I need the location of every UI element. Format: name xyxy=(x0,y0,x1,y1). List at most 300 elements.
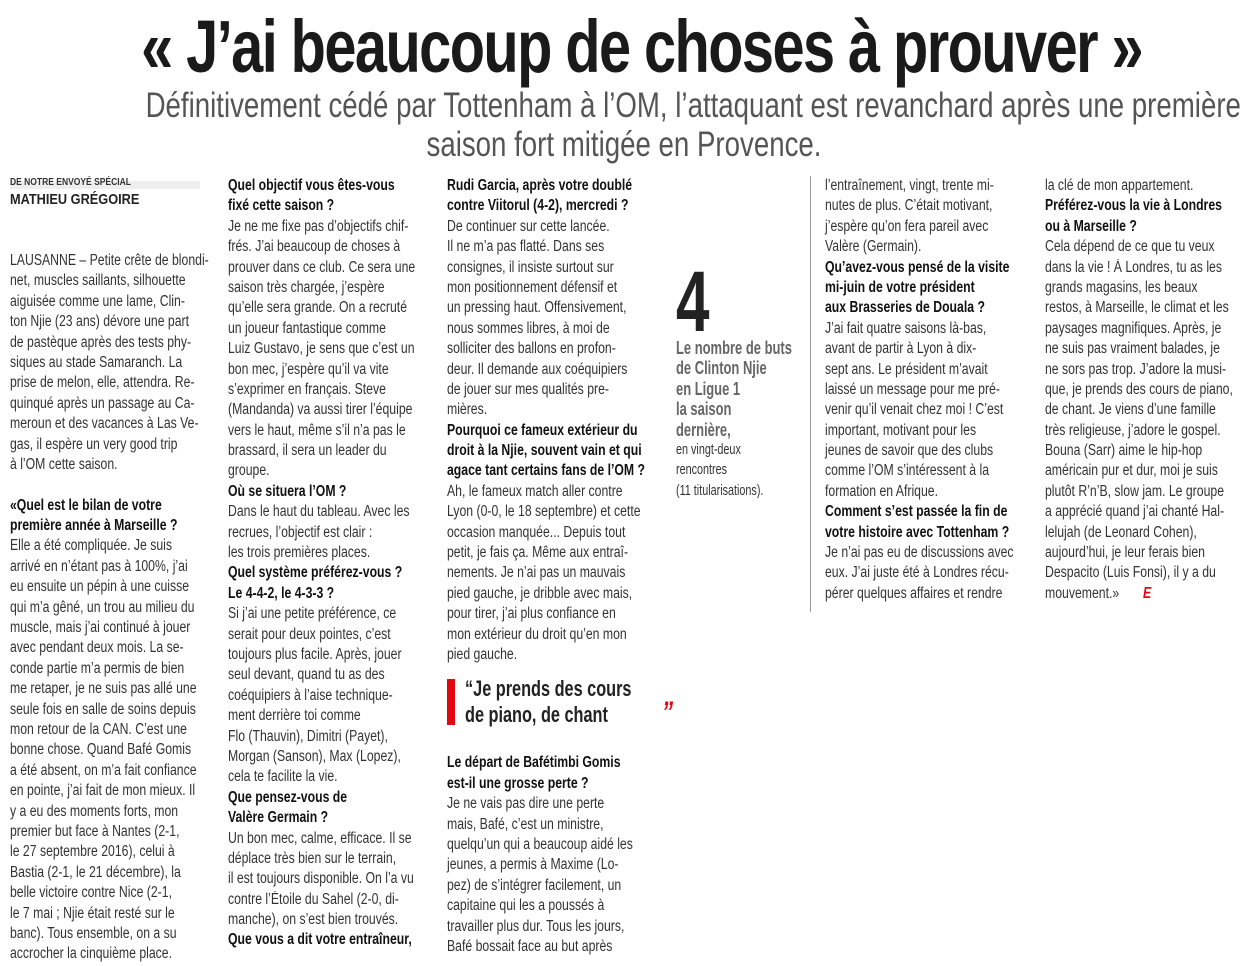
line-text: brassard, il sera un leader du xyxy=(228,442,387,460)
text-line xyxy=(1045,584,1247,604)
stat-caption-text: Le nombre de buts xyxy=(676,338,792,358)
stat-detail-text: en vingt-deux xyxy=(676,440,741,458)
line-text: groupe. xyxy=(228,462,270,480)
text-line xyxy=(447,523,650,543)
line-text: net, muscles saillants, silhouette xyxy=(10,272,186,290)
line-text: venir qu’il venait chez moi ! C’est xyxy=(825,401,1004,419)
line-text: coéquipiers à l’aise technique- xyxy=(228,686,393,704)
text-line xyxy=(228,584,431,604)
line-text: (Mandanda) va aussi tirer l’équipe xyxy=(228,401,413,419)
text-line xyxy=(1045,319,1247,339)
stat-detail-line xyxy=(676,460,801,480)
line-text: Pourquoi ce fameux extérieur du xyxy=(447,421,638,439)
line-text: grands magasins, les beaux xyxy=(1045,278,1198,296)
line-text: contre Viitorul (4-2), mercredi ? xyxy=(447,197,629,215)
text-line xyxy=(447,298,650,318)
line-text: pied gauche, je dribble avec mais, xyxy=(447,584,633,602)
text-line xyxy=(228,196,431,216)
line-text: il est toujours disponible. On l’a vu xyxy=(228,870,414,888)
text-line xyxy=(228,502,431,522)
text-line xyxy=(10,455,213,475)
text-line xyxy=(1045,237,1247,257)
line-text: jeunes de savoir que des clubs xyxy=(825,442,994,460)
text-line xyxy=(10,822,213,842)
line-text: pérer quelques affaires et rendre xyxy=(825,584,1003,602)
close-quote-icon: ” xyxy=(662,696,674,730)
byline-kicker: DE NOTRE ENVOYÉ SPÉCIAL xyxy=(10,176,200,189)
text-line xyxy=(10,659,213,679)
line-text: Si j’ai une petite préférence, ce xyxy=(228,605,397,623)
line-text: paysages magnifiques. Après, je xyxy=(1045,319,1222,337)
text-line xyxy=(825,258,1028,278)
text-line xyxy=(10,700,213,720)
text-line xyxy=(825,298,1028,318)
text-line xyxy=(228,278,431,298)
text-line xyxy=(1045,360,1247,380)
text-line xyxy=(825,339,1028,359)
line-text: travailler plus dur. Tous les jours, xyxy=(447,917,625,935)
text-line xyxy=(447,753,650,773)
text-line xyxy=(1045,380,1247,400)
text-line xyxy=(447,815,650,835)
line-text: belle victoire contre Nice (2-1, xyxy=(10,884,172,902)
article-column-4 xyxy=(825,176,1028,604)
stat-detail-line xyxy=(676,440,801,460)
line-text: aujourd’hui, je leur ferais bien xyxy=(1045,544,1205,562)
line-text: Comment s’est passée la fin de xyxy=(825,503,1008,521)
line-text: que, je prends des cours de piano, xyxy=(1045,380,1233,398)
stat-caption-line xyxy=(676,338,801,358)
stat-caption-text: la saison xyxy=(676,399,732,420)
line-text: droit à la Njie, souvent vain et qui xyxy=(447,442,642,460)
pull-quote-bar xyxy=(447,679,455,725)
line-text: solliciter des ballons en profon- xyxy=(447,340,616,358)
text-line xyxy=(1045,523,1247,543)
text-line xyxy=(228,339,431,359)
text-line xyxy=(1045,441,1247,461)
line-text: Bafé bossait face au but après xyxy=(447,937,613,955)
line-text: quelqu’un qui a beaucoup aidé les xyxy=(447,835,633,853)
answer-paragraph xyxy=(825,319,1028,503)
line-text: de chant. Je viens d’une famille xyxy=(1045,401,1216,419)
stat-detail-text: (11 titularisations). xyxy=(676,481,764,499)
text-line xyxy=(10,353,213,373)
line-text: l’entraînement, vingt, trente mi- xyxy=(825,177,994,194)
text-line xyxy=(10,904,213,924)
line-text: eux. J’ai juste été à Londres récu- xyxy=(825,564,1009,582)
line-text: déplace très bien sur le terrain, xyxy=(228,849,397,867)
text-line xyxy=(10,333,213,353)
line-text: s’exprimer en français. Steve xyxy=(228,380,386,398)
text-line xyxy=(447,563,650,583)
stat-detail-line xyxy=(676,481,801,501)
line-text: Que vous a dit votre entraîneur, xyxy=(228,931,412,949)
text-line xyxy=(825,400,1028,420)
text-line xyxy=(447,835,650,855)
article-column-2 xyxy=(228,176,431,951)
text-line xyxy=(228,360,431,380)
text-line xyxy=(10,496,213,516)
text-line xyxy=(447,855,650,875)
line-text: sept ans. Le président m’avait xyxy=(825,360,988,378)
line-text: aiguisée comme une lame, Clin- xyxy=(10,292,185,310)
line-text: ton Njie (23 ans) dévore une part xyxy=(10,313,190,331)
text-line xyxy=(447,896,650,916)
line-text: première année à Marseille ? xyxy=(10,517,178,535)
line-text: lelujah (de Leonard Cohen), xyxy=(1045,523,1197,541)
text-line xyxy=(825,319,1028,339)
line-text: jeunes, a permis à Maxime (Lo- xyxy=(447,856,619,874)
line-text: Elle a été compliquée. Je suis xyxy=(10,537,172,555)
line-text: qui m’a gêné, un trou au milieu du xyxy=(10,598,195,616)
question xyxy=(1045,196,1247,237)
stat-caption-line xyxy=(676,399,801,419)
text-line xyxy=(228,298,431,318)
line-text: cela te facilite la vie. xyxy=(228,768,338,786)
line-text: saison très chargée, j’espère xyxy=(228,278,385,296)
text-line xyxy=(447,584,650,604)
text-line xyxy=(10,618,213,638)
line-text: siques au stade Samaranch. La xyxy=(10,353,183,371)
question xyxy=(447,753,650,794)
line-text: serait pour deux pointes, c’est xyxy=(228,625,391,643)
line-text: banc). Tous ensemble, on a su xyxy=(10,924,177,942)
text-line xyxy=(228,665,431,685)
text-line xyxy=(10,761,213,781)
line-text: ment derrière toi comme xyxy=(228,707,361,725)
line-text: Un bon mec, calme, efficace. Il se xyxy=(228,829,412,847)
line-text: Flo (Thauvin), Dimitri (Payet), xyxy=(228,727,388,745)
text-line xyxy=(10,598,213,618)
text-line xyxy=(10,373,213,393)
answer-paragraph xyxy=(10,251,213,475)
line-text: mon retour de la CAN. C’est une xyxy=(10,720,187,738)
line-text: capitaine qui les a poussés à xyxy=(447,897,605,915)
line-text: est-il une grosse perte ? xyxy=(447,774,589,792)
text-line xyxy=(825,584,1028,604)
line-text: prouver dans ce club. Ce sera une xyxy=(228,258,416,276)
line-text: deur. Il demande aux coéquipiers xyxy=(447,360,628,378)
line-text: en pointe, j’ai fait de mon mieux. Il xyxy=(10,782,196,800)
text-line xyxy=(10,944,213,964)
text-line xyxy=(228,706,431,726)
line-text: accrocher la cinquième place. xyxy=(10,945,172,963)
text-line xyxy=(10,271,213,291)
column-divider xyxy=(810,176,811,612)
pull-quote-text: de piano, de chant xyxy=(465,702,608,728)
text-line xyxy=(228,890,431,910)
stat-number: 4 xyxy=(676,254,710,350)
pull-quote xyxy=(447,676,674,730)
question xyxy=(228,930,431,950)
line-text: Où se situera l’OM ? xyxy=(228,482,347,500)
text-line xyxy=(447,339,650,359)
text-line xyxy=(228,686,431,706)
headline: « J’ai beaucoup de choses à prouver » xyxy=(141,5,1143,88)
pull-quote-line xyxy=(465,677,650,701)
line-text: LAUSANNE – Petite crête de blondi- xyxy=(10,252,209,269)
line-text: mi-juin de votre président xyxy=(825,278,975,296)
text-line xyxy=(447,319,650,339)
line-text: Je ne me fixe pas d’objectifs chif- xyxy=(228,217,409,235)
line-text: mais, Bafé, c’est un ministre, xyxy=(447,815,604,833)
line-text: le 7 mai ; Njie était resté sur le xyxy=(10,904,175,922)
text-line xyxy=(10,720,213,740)
text-line xyxy=(228,930,431,950)
answer-paragraph xyxy=(228,217,431,482)
text-line xyxy=(825,217,1028,237)
text-line xyxy=(228,258,431,278)
answer-paragraph xyxy=(447,482,650,666)
line-text: contre l’Étoile du Sahel (2-0, di- xyxy=(228,890,399,908)
text-line xyxy=(447,876,650,896)
text-line xyxy=(228,482,431,502)
question xyxy=(228,563,431,604)
line-text: plutôt R’n’B, slow jam. Le groupe xyxy=(1045,482,1225,500)
text-line xyxy=(1045,278,1247,298)
line-text: Rudi Garcia, après votre doublé xyxy=(447,177,633,194)
text-line xyxy=(825,421,1028,441)
line-text: les trois premières places. xyxy=(228,544,371,562)
line-text: pied gauche. xyxy=(447,645,518,663)
text-line xyxy=(10,394,213,414)
line-text: Qu’avez-vous pensé de la visite xyxy=(825,258,1010,276)
byline-author: MATHIEU GRÉGOIRE xyxy=(10,191,140,208)
line-text: Il ne m’a pas flatté. Dans ses xyxy=(447,238,605,256)
end-mark-logo: E xyxy=(1142,584,1152,602)
line-text: Luiz Gustavo, je sens que c’est un xyxy=(228,340,415,358)
text-line xyxy=(825,441,1028,461)
line-text: le 27 septembre 2016), celui à xyxy=(10,843,175,861)
line-text: mières. xyxy=(447,401,488,419)
line-text: bon mec, j’espère qu’il va vite xyxy=(228,360,389,378)
text-line xyxy=(10,924,213,944)
text-line xyxy=(447,400,650,420)
line-text: un joueur fantastique comme xyxy=(228,319,386,337)
subtitle xyxy=(0,86,1247,164)
text-line xyxy=(1045,400,1247,420)
subtitle-line: Définitivement cédé par Tottenham à l’OM, l’attaquant est revanchard après une première xyxy=(145,86,1241,125)
line-text: Despacito (Luis Fonsi), il y a du xyxy=(1045,564,1216,582)
line-text: mon extérieur du droit qu’en mon xyxy=(447,625,627,643)
line-text: consignes, il insiste surtout sur xyxy=(447,258,614,276)
text-line xyxy=(447,917,650,937)
line-text: ne suis pas vraiment balades, je xyxy=(1045,340,1220,358)
pull-quote-text: “Je prends des cours xyxy=(465,676,632,702)
text-line xyxy=(1045,421,1247,441)
line-text: Quel objectif vous êtes-vous xyxy=(228,177,395,194)
text-line xyxy=(10,557,213,577)
answer-paragraph xyxy=(10,536,213,964)
text-line xyxy=(10,863,213,883)
text-line xyxy=(825,543,1028,563)
text-line xyxy=(10,435,213,455)
text-line xyxy=(825,278,1028,298)
text-line xyxy=(10,740,213,760)
text-line xyxy=(10,679,213,699)
text-line xyxy=(228,645,431,665)
answer-paragraph xyxy=(825,176,1028,258)
text-line xyxy=(1045,217,1247,237)
question xyxy=(825,502,1028,543)
text-line xyxy=(228,237,431,257)
line-text: Morgan (Sanson), Max (Lopez), xyxy=(228,747,401,765)
line-text: Je n’ai pas eu de discussions avec xyxy=(825,544,1014,562)
answer-paragraph xyxy=(447,794,650,957)
line-text: meroun et des vacances à Las Ve- xyxy=(10,415,199,433)
text-line xyxy=(10,251,213,271)
stat-caption-line xyxy=(676,358,801,378)
line-text: Le 4-4-2, le 4-3-3 ? xyxy=(228,584,335,602)
line-text: comme l’OM s’intéressent à la xyxy=(825,462,989,480)
line-text: Valère Germain ? xyxy=(228,809,329,827)
line-text: Que pensez-vous de xyxy=(228,788,348,806)
line-text: un pressing haut. Offensivement, xyxy=(447,299,627,317)
line-text: muscle, mais j’ai continué à jouer xyxy=(10,619,191,637)
line-text: qu’elle sera grande. On a recruté xyxy=(228,299,408,317)
line-text: Lyon (0-0, le 18 septembre) et cette xyxy=(447,503,641,521)
article-column-1 xyxy=(10,176,213,965)
text-line xyxy=(1045,563,1247,583)
line-text: quinqué après un passage au Ca- xyxy=(10,394,195,412)
text-line xyxy=(447,604,650,624)
line-text: gas, il espère un very good trip xyxy=(10,435,178,453)
text-line xyxy=(447,258,650,278)
text-line xyxy=(825,380,1028,400)
line-text: De continuer sur cette lancée. xyxy=(447,217,610,235)
question xyxy=(228,176,431,217)
text-line xyxy=(447,421,650,441)
line-text: avant de partir à Lyon à dix- xyxy=(825,340,977,358)
text-line xyxy=(10,312,213,332)
text-line xyxy=(447,625,650,645)
text-line xyxy=(825,482,1028,502)
text-line xyxy=(10,516,213,536)
line-text: j’espère qu’on fera pareil avec xyxy=(825,217,989,235)
line-text: pez) de s’intégrer facilement, un xyxy=(447,876,622,894)
byline xyxy=(10,176,213,211)
text-line xyxy=(1045,176,1247,196)
text-line xyxy=(228,543,431,563)
text-line xyxy=(228,217,431,237)
text-line xyxy=(447,441,650,461)
answer-paragraph xyxy=(825,543,1028,604)
line-text: vers le haut, même s’il n’a pas le xyxy=(228,421,406,439)
text-line xyxy=(447,774,650,794)
text-line xyxy=(825,196,1028,216)
text-line xyxy=(825,502,1028,522)
text-line xyxy=(447,482,650,502)
text-line xyxy=(447,937,650,957)
line-text: conde partie m’a permis de bien xyxy=(10,659,185,677)
text-line xyxy=(447,217,650,237)
answer-paragraph xyxy=(447,217,650,421)
text-line xyxy=(825,360,1028,380)
subtitle-line: saison fort mitigée en Provence. xyxy=(425,125,821,164)
text-line xyxy=(228,747,431,767)
text-line xyxy=(228,604,431,624)
line-text: important, motivant pour les xyxy=(825,421,977,439)
text-line xyxy=(447,380,650,400)
text-line xyxy=(10,883,213,903)
article-column-3 xyxy=(447,176,674,957)
line-text: eu ensuite un pépin à une cuisse xyxy=(10,578,190,596)
text-line xyxy=(825,237,1028,257)
text-line xyxy=(1045,339,1247,359)
line-text: aux Brasseries de Douala ? xyxy=(825,299,985,317)
line-text: mon positionnement défensif et xyxy=(447,278,618,296)
answer-paragraph xyxy=(1045,237,1247,604)
answer-paragraph xyxy=(228,604,431,788)
line-text: dans la vie ! À Londres, tu as les xyxy=(1045,258,1222,276)
text-line xyxy=(228,400,431,420)
text-line xyxy=(228,869,431,889)
line-text: de pastèque après des tests phy- xyxy=(10,333,192,351)
text-line xyxy=(228,849,431,869)
answer-paragraph xyxy=(228,502,431,563)
text-line xyxy=(447,543,650,563)
line-text: recrues, l’objectif est clair : xyxy=(228,523,373,541)
text-line xyxy=(1045,502,1247,522)
line-text: Dans le haut du tableau. Avec les xyxy=(228,503,410,521)
line-text: Quel système préférez-vous ? xyxy=(228,564,403,582)
stat-detail-text: rencontres xyxy=(676,461,728,479)
text-line xyxy=(10,536,213,556)
line-text: y a eu des moments forts, mon xyxy=(10,802,179,820)
line-text: laissé un message pour me pré- xyxy=(825,380,1000,398)
text-line xyxy=(228,910,431,930)
question xyxy=(447,421,650,482)
text-line xyxy=(447,645,650,665)
line-text: agace tant certains fans de l’OM ? xyxy=(447,462,646,480)
text-line xyxy=(447,502,650,522)
text-line xyxy=(228,380,431,400)
text-line xyxy=(228,788,431,808)
line-text: Valère (Germain). xyxy=(825,238,922,256)
line-text: fixé cette saison ? xyxy=(228,197,335,215)
text-line xyxy=(825,461,1028,481)
line-text: votre histoire avec Tottenham ? xyxy=(825,523,1010,541)
line-text: J’ai fait quatre saisons là-bas, xyxy=(825,319,987,337)
text-line xyxy=(228,441,431,461)
text-line xyxy=(447,176,650,196)
line-text: Je ne vais pas dire une perte xyxy=(447,795,605,813)
article-column-5 xyxy=(1045,176,1247,604)
line-text: la clé de mon appartement. xyxy=(1045,177,1194,194)
line-text: pour tirer, j’ai plus confiance en xyxy=(447,605,616,623)
line-text: toujours plus facile. Après, jouer xyxy=(228,645,402,663)
line-text: avec pendant deux mois. La se- xyxy=(10,639,184,657)
line-text: occasion manquée... Depuis tout xyxy=(447,523,626,541)
stat-caption-text: dernière, xyxy=(676,419,731,440)
line-text: ne sors pas trop. J’adore la musi- xyxy=(1045,360,1227,378)
pull-quote-line xyxy=(465,696,674,730)
text-line xyxy=(447,237,650,257)
line-text: me retaper, je ne suis pas allé une xyxy=(10,680,197,698)
text-line xyxy=(228,176,431,196)
line-text: de jouer sur mes qualités pre- xyxy=(447,380,609,398)
line-text: premier but face à Nantes (2-1, xyxy=(10,822,180,840)
text-line xyxy=(1045,482,1247,502)
text-line xyxy=(1045,258,1247,278)
line-text: prise de melon, elle, attendra. Re- xyxy=(10,374,195,392)
line-text: à l’OM cette saison. xyxy=(10,455,118,473)
text-line xyxy=(10,292,213,312)
line-text: formation en Afrique. xyxy=(825,482,938,500)
stat-caption-text: en Ligue 1 xyxy=(676,378,741,399)
text-line xyxy=(1045,298,1247,318)
line-text: restos, à Marseille, le climat et les xyxy=(1045,299,1229,317)
